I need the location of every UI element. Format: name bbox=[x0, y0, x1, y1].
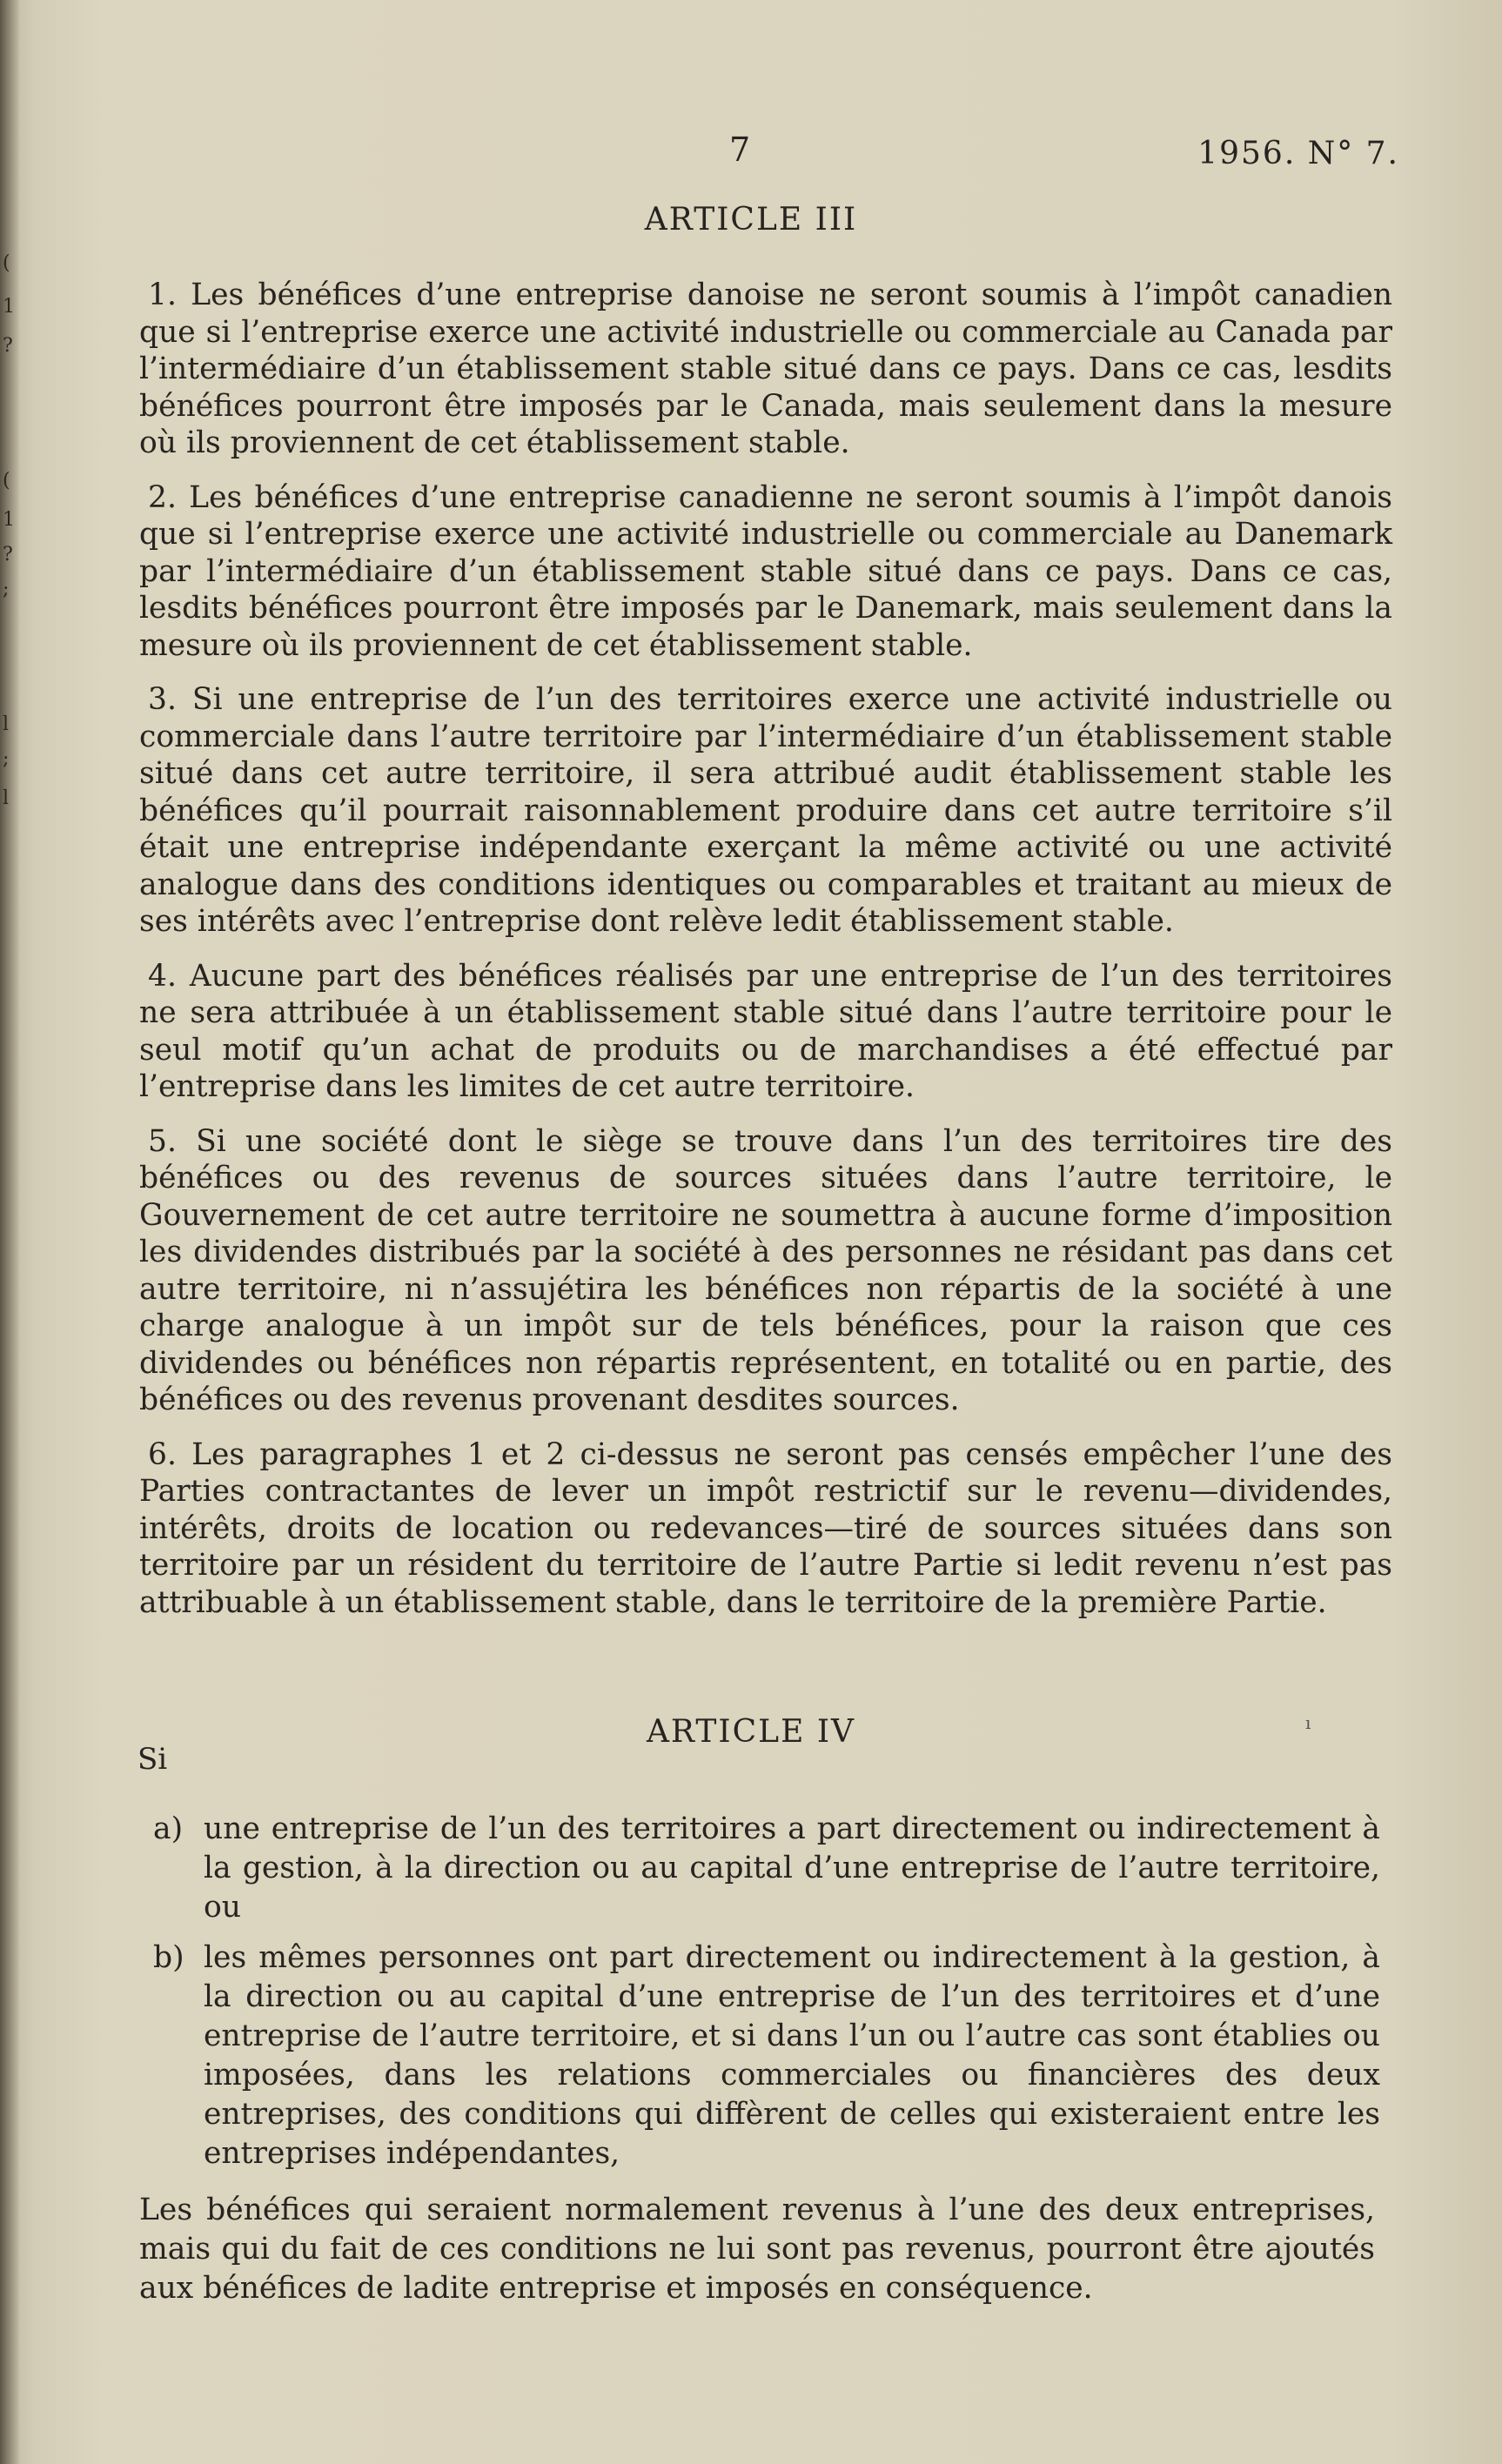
paragraph-number: 3. bbox=[148, 682, 177, 717]
list-item-b bbox=[153, 1938, 1380, 2173]
paragraph-number: 4. bbox=[148, 958, 177, 994]
margin-mark: 1 bbox=[3, 296, 15, 318]
paragraph-text: Si une entreprise de l’un des territoires exerce une activité industrielle ou commerciale dans l’autre territoire par l’intermédiaire d’un établissement stable situé dans cet autre territoire, il sera attribué audit établissement stable les bénéfices qu’il pourrait raisonnablement produire dans cet autre territoire s’il était une entreprise indépendante exerçant la même activité ou une activité analogue dans des conditions identiques ou comparables et traitant au mieux de ses intérêts avec l’entreprise dont relève ledit établissement stable. bbox=[139, 682, 1393, 939]
paragraph-5 bbox=[139, 1123, 1392, 1419]
margin-mark: ( bbox=[3, 252, 10, 274]
paragraph-4 bbox=[139, 958, 1392, 1106]
margin-mark: ; bbox=[3, 579, 10, 600]
article-4-closing: Les bénéfices qui seraient normalement revenus à l’une des deux entreprises, mais qui du fait de ces conditions ne lui sont pas revenus, pourront être ajoutés aux bénéfices de ladite entreprise et imposés en conséquence. bbox=[139, 2193, 1375, 2306]
item-text: une entreprise de l’un des territoires a part directement ou indirectement à la gestion, à la direction ou au capital d’une entreprise de l’autre territoire, ou bbox=[204, 1811, 1380, 1925]
item-text: les mêmes personnes ont part directement ou indirectement à la gestion, à la direction ou au capital d’une entreprise de l’un des territoires et d’une entreprise de l’autre territoire, et si dans l’un ou l’autre cas sont établies ou imposées, dans les relations commerciales ou financières des deux entreprises, des conditions qui diffèrent de celles qui existeraient entre les entreprises indépendantes, bbox=[204, 1940, 1380, 2171]
paragraph-2 bbox=[139, 479, 1392, 665]
paragraph-number: 1. bbox=[148, 278, 177, 312]
article-3-body bbox=[139, 277, 1392, 1638]
margin-mark: ; bbox=[3, 748, 10, 770]
margin-mark: ( bbox=[3, 470, 10, 492]
article-4-intro: Si bbox=[137, 1742, 168, 1777]
margin-mark: l bbox=[3, 787, 10, 809]
paragraph-6 bbox=[139, 1436, 1392, 1622]
margin-mark: l bbox=[3, 713, 10, 735]
article-3-heading: ARTICLE III bbox=[644, 202, 858, 238]
list-item-a bbox=[153, 1810, 1380, 1927]
margin-mark: ? bbox=[3, 335, 13, 357]
item-letter: a) bbox=[153, 1811, 184, 1846]
article-4-heading: ARTICLE IV bbox=[646, 1714, 856, 1750]
paragraph-3 bbox=[139, 681, 1392, 941]
paragraph-text: Si une société dont le siège se trouve dans l’un des territoires tire des bénéfices ou des revenus de sources situées dans l’autre territoire, le Gouvernement de cet autre territoire ne soumettra à aucune forme d’imposition les dividendes distribués par la société à des personnes ne résidant pas dans cet autre territoire, ni n’assujétira les bénéfices non répartis de la société à une charge analogue à un impôt sur de tels bénéfices, pour la raison que ces dividendes ou bénéfices non répartis représentent, en totalité ou en partie, des bénéfices ou des revenus provenant desdites sources. bbox=[139, 1123, 1392, 1417]
paragraph-text: Les paragraphes 1 et 2 ci-dessus ne seront pas censés empêcher l’une des Parties contractantes de lever un impôt restrictif sur le revenu—dividendes, intérêts, droits de location ou redevances—tiré de sources situées dans son territoire par un résident du territoire de l’autre Partie si ledit revenu n’est pas attribuable à un établissement stable, dans le territoire de la première Partie. bbox=[139, 1436, 1393, 1620]
margin-mark: ? bbox=[3, 544, 13, 566]
document-reference: 1956. N° 7. bbox=[1197, 136, 1399, 171]
paragraph-text: Aucune part des bénéfices réalisés par une entreprise de l’un des territoires ne sera attribuée à un établissement stable situé dans l’autre territoire pour le seul motif qu’un achat de produits ou de marchandises a été effectué par l’entreprise dans les limites de cet autre territoire. bbox=[139, 958, 1393, 1104]
paragraph-number: 2. bbox=[148, 479, 177, 515]
item-letter: b) bbox=[153, 1940, 184, 1975]
paragraph-text: Les bénéfices d’une entreprise danoise ne seront soumis à l’impôt canadien que si l’entreprise exerce une activité industrielle ou commerciale au Canada par l’intermédiaire d’un établissement stable situé dans ce pays. Dans ce cas, lesdits bénéfices pourront être imposés par le Canada, mais seulement dans la mesure où ils proviennent de cet établissement stable. bbox=[139, 278, 1392, 460]
page-header bbox=[0, 131, 1502, 174]
page-number: 7 bbox=[729, 131, 751, 169]
paragraph-number: 5. bbox=[148, 1123, 177, 1159]
paragraph-number: 6. bbox=[148, 1436, 177, 1472]
paragraph-text: Les bénéfices d’une entreprise canadienne ne seront soumis à l’impôt danois que si l’entreprise exerce une activité industrielle ou commerciale au Danemark par l’intermédiaire d’un établissement stable situé dans ce pays. Dans ce cas, lesdits bénéfices pourront être imposés par le Danemark, mais seulement dans la mesure où ils proviennent de cet établissement stable. bbox=[139, 479, 1392, 663]
paragraph-1 bbox=[139, 277, 1392, 462]
margin-marks bbox=[0, 0, 19, 2464]
stray-mark: ı bbox=[1305, 1712, 1311, 1733]
margin-mark: 1 bbox=[3, 509, 15, 531]
